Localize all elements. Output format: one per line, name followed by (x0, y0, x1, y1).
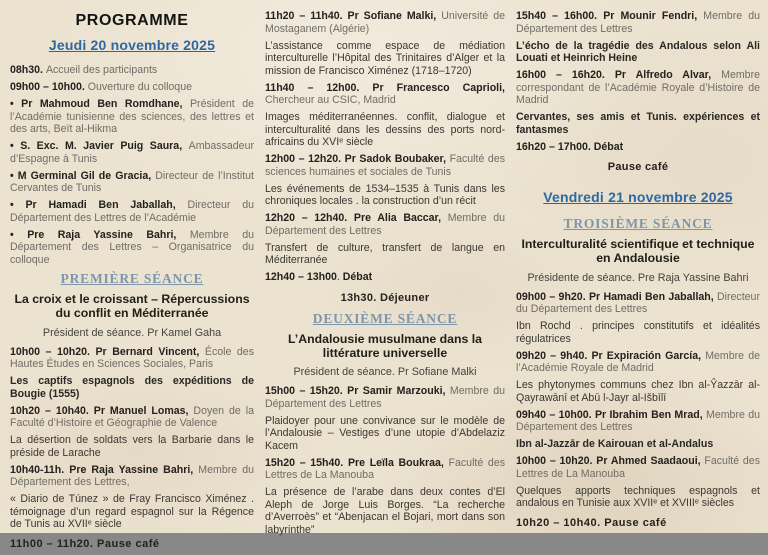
text-segment: Pre Raja Yassine Bahri, (69, 463, 199, 476)
text-segment: École des Hautes Études en Sciences Sociales, Paris (10, 345, 254, 370)
text-segment: Pre Leïla Boukraa, (347, 456, 449, 469)
programme-entry (10, 405, 254, 430)
text-segment: Faculté des sciences humaines et sociales de Tunis (265, 153, 506, 178)
paper-title: Quelques apports techniques espagnols et andalous en Tunisie aux XVIIᵉ et XVIIIᵉ siècles (516, 484, 760, 509)
text-segment: Membre du Département des Lettres – Organisatrice du colloque (10, 228, 254, 266)
column-thursday-afternoon (265, 10, 505, 555)
text-segment: 10h40-11h. (10, 463, 70, 476)
text-segment: 15h00 – 15h20. (265, 385, 348, 397)
text-segment: . (336, 271, 343, 283)
paper-title: Les phytonymes communs chez Ibn al-Ŷazzār al-Qayrawānī et Abū l-Jayr al-Išbīlī (516, 379, 760, 404)
programme-entry (10, 81, 254, 94)
text-segment: Faculté des Lettres de La Manouba (265, 456, 506, 481)
text-segment: Directeur du Département des Lettres de l’Académie (10, 199, 254, 224)
date-heading: Jeudi 20 novembre 2025 (48, 37, 216, 53)
paper-title: L’assistance comme espace de médiation interculturelle l’Hôpital des Trinitaires d’Alger et la mission de Francisco Ximénez (1718–1720) (265, 39, 505, 77)
programme-entry (10, 464, 254, 489)
programme-title: PROGRAMME (75, 12, 189, 29)
paper-title: L’écho de la tragédie des Andalous selon Ali Louati et Heinrich Heine (516, 39, 760, 64)
centered-entry: Pause café (607, 161, 669, 173)
text-segment: 11h40 – 12h00. (265, 81, 373, 94)
text-segment: Membre du Département des Lettres (265, 212, 505, 237)
text-segment: Pr Alfredo Alvar, (614, 69, 722, 81)
text-segment: Pr Manuel Lomas, (93, 404, 194, 417)
text-segment: 09h00 – 10h00. (10, 81, 88, 93)
text-segment: 16h00 – 16h20. (516, 69, 615, 81)
text-segment: 12h20 – 12h40. (265, 212, 354, 224)
paper-title: Images méditerranéennes. conflit, dialogue et interculturalité dans les dessins des ports nord-africains du XVIᵉ siècle (265, 111, 505, 148)
text-segment: Pr Expiración García, (591, 349, 706, 362)
text-segment: • Pr Hamadi Ben Jaballah, (10, 199, 188, 211)
text-segment: 09h40 – 10h00. (516, 408, 595, 421)
paper-title: Ibn al-Jazzār de Kairouan et al-Andalus (516, 438, 714, 450)
programme-entry (516, 291, 760, 316)
paper-title: « Diario de Túnez » de Fray Francisco Ximénez . témoignage d’un regard espagnol sur la Régence de Tunis au XVIIᵉ siècle (10, 493, 254, 530)
text-segment: Pr Hamadi Ben Jaballah, (588, 290, 717, 303)
text-segment: Faculté des Lettres de La Manouba (516, 455, 760, 480)
text-segment: Pause café (97, 537, 160, 550)
text-segment: Membre du Département des Lettres, (10, 463, 254, 488)
paper-title: Plaidoyer pour une convivance sur le modèle de l’Andalousie – Vestiges d’une utopie d’Abdelaziz Kacem (265, 414, 505, 452)
programme-entry (265, 271, 505, 284)
programme-entry (516, 141, 760, 154)
text-segment: Membre du Département des Lettres (516, 10, 760, 35)
text-segment: Membre de l’Académie Royale de Madrid (516, 349, 760, 374)
session-title: Interculturalité scientifique et technique en Andalousie (521, 237, 755, 266)
programme-entry (265, 457, 505, 482)
text-segment: Pr Mounir Fendri, (603, 10, 704, 22)
text-segment: 08h30. (10, 64, 46, 76)
session-chair: Présidente de séance. Pre Raja Yassine Bahri (527, 271, 749, 284)
programme-entry (516, 350, 760, 375)
text-segment: • Pr Mahmoud Ben Romdhane, (10, 98, 190, 110)
text-segment: 11h20 – 11h40. (265, 10, 348, 22)
text-segment: 16h20 – 17h00. (516, 140, 594, 153)
text-segment: Pr Sofiane Malki, (347, 10, 442, 22)
text-segment: Ambassadeur d’Espagne à Tunis (10, 140, 254, 165)
session-chair: Président de séance. Pr Kamel Gaha (42, 326, 222, 339)
paper-title: La désertion de soldats vers la Barbarie dans le préside de Larache (10, 434, 254, 459)
programme-entry (10, 170, 254, 195)
text-segment: Pr Samir Marzouki, (347, 385, 450, 397)
programme-entry (516, 455, 760, 480)
text-segment: 15h20 – 15h40. (265, 456, 348, 469)
text-segment: • Pre Raja Yassine Bahri, (10, 228, 190, 241)
text-segment: Membre du Département des Lettres (516, 408, 760, 433)
text-segment: 15h40 – 16h00. (516, 10, 604, 22)
paper-title: Les événements de 1534–1535 à Tunis dans les chroniques locales . la construction d’un récit (265, 182, 505, 207)
programme-entry (10, 229, 254, 267)
session-heading: DEUXIÈME SÉANCE (312, 310, 458, 326)
paper-title: Les captifs espagnols des expéditions de Bougie (1555) (10, 375, 254, 400)
programme-entry (10, 346, 254, 371)
text-segment: Pr Sadok Boubaker, (344, 153, 450, 165)
paper-title: La présence de l’arabe dans deux contes d’El Aleph de Jorge Luis Borges. “La recherche d’Averroès” et “Abenjacan el Bojari, mort dans son labyrinthe” (265, 486, 505, 536)
text-segment: Pre Alia Baccar, (353, 212, 448, 224)
text-segment: Pr Francesco Caprioli, (372, 81, 505, 94)
text-segment: Débat (593, 140, 624, 153)
programme-entry (265, 212, 505, 237)
text-segment: Pr Ibrahim Ben Mrad, (594, 408, 707, 421)
paper-title: Ibn Rochd . principes constitutifs et idéalités régulatrices (516, 320, 760, 345)
session-title: L’Andalousie musulmane dans la littérature universelle (287, 331, 483, 360)
text-segment: • S. Exc. M. Javier Puig Saura, (10, 140, 189, 152)
programme-entry (516, 69, 760, 107)
column-thursday-morning (10, 10, 254, 555)
text-segment: 11h00 – 11h20. (10, 537, 98, 550)
programme-entry (516, 409, 760, 434)
programme-entry (10, 199, 254, 224)
text-segment: 10h00 – 10h20. (10, 345, 96, 358)
text-segment: Université de Mostaganem (Algérie) (265, 10, 505, 35)
pause-entry (516, 517, 760, 530)
text-segment: Doyen de la Faculté d’Histoire et Géographie de Valence (10, 404, 254, 429)
text-segment: Accueil des participants (45, 64, 158, 76)
text-segment: Pr Bernard Vincent, (95, 345, 205, 358)
paper-title: Transfert de culture, transfert de langue en Méditerranée (265, 241, 505, 266)
column-friday (516, 10, 760, 555)
text-segment: Directeur de l’Institut Cervantes de Tunis (10, 169, 255, 194)
programme-entry (265, 10, 505, 35)
pause-entry (10, 538, 254, 551)
session-heading: PREMIÈRE SÉANCE (60, 271, 204, 286)
text-segment: 10h20 – 10h40. (516, 516, 605, 529)
programme-entry (516, 10, 760, 35)
text-segment: Directeur du Département des Lettres (516, 290, 760, 315)
programme-entry (265, 153, 505, 178)
text-segment: Président de l’Académie tunisienne des sciences, des lettres et des arts, Beït al-Hikma (10, 98, 254, 135)
paper-title: Cervantes, ses amis et Tunis. expériences et fantasmes (516, 111, 760, 136)
text-segment: 10h20 – 10h40. (10, 404, 94, 417)
text-segment: Ouverture du colloque (87, 81, 192, 93)
session-title: La croix et le croissant – Répercussions du conflit en Méditerranée (14, 292, 250, 321)
date-heading: Vendredi 21 novembre 2025 (543, 189, 733, 205)
text-segment: Débat (342, 271, 373, 283)
programme-entry (10, 98, 254, 136)
text-segment: Pause café (604, 516, 667, 529)
text-segment: Membre correspondant de l’Académie Royale d’Histoire de Madrid (516, 69, 760, 106)
text-segment: 10h00 – 10h20. (516, 455, 597, 467)
centered-entry: 13h30. Déjeuner (340, 291, 430, 304)
text-segment: 09h00 – 9h20. (516, 290, 589, 303)
text-segment: • M Germinal Gil de Gracia, (10, 169, 156, 182)
text-segment: Pr Ahmed Saadaoui, (596, 455, 705, 467)
text-segment: Membre du Département des Lettres (265, 385, 505, 410)
programme-entry (10, 64, 254, 77)
text-segment: 12h00 – 12h20. (265, 153, 345, 165)
session-heading: TROISIÈME SÉANCE (563, 216, 713, 231)
text-segment: 12h40 – 13h00 (265, 271, 337, 283)
text-segment: Chercheur au CSIC, Madrid (265, 94, 396, 106)
programme-entry (265, 385, 505, 410)
programme-entry (10, 140, 254, 165)
session-chair: Président de séance. Pr Sofiane Malki (293, 366, 477, 378)
programme-entry (265, 82, 505, 107)
text-segment: 09h20 – 9h40. (516, 349, 592, 362)
